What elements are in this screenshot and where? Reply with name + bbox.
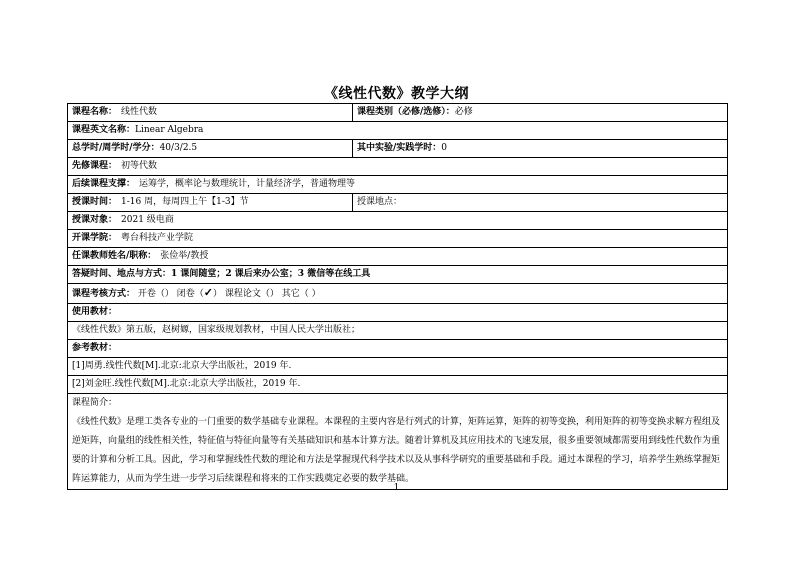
assessment-closed-book-prefix: 闭卷（ bbox=[176, 289, 204, 299]
row-ref1 bbox=[68, 358, 727, 376]
row-ref2 bbox=[68, 376, 727, 394]
row-teacher bbox=[68, 248, 727, 266]
following-value: 运筹学，概率论与数理统计，计量经济学，普通物理等 bbox=[139, 179, 356, 189]
course-type-label: 课程类别（必修/选修）： bbox=[357, 107, 455, 117]
row-qa bbox=[68, 266, 727, 284]
time-label: 授课时间： bbox=[72, 197, 118, 207]
syllabus-table bbox=[67, 103, 728, 490]
row-course-name bbox=[68, 104, 727, 122]
row-intro bbox=[68, 394, 727, 489]
course-name-label: 课程名称： bbox=[72, 107, 118, 117]
intro-label: 课程简介： bbox=[72, 398, 118, 408]
assessment-open-book: 开卷（） bbox=[137, 289, 174, 299]
check-icon: ✓ bbox=[203, 286, 214, 299]
college-label: 开课学院： bbox=[72, 233, 118, 243]
intro-text: 《线性代数》是理工类各专业的一门重要的数学基础专业课程。本课程的主要内容是行列式的计算，矩阵运算，矩阵的初等变换，利用矩阵的初等变换求解方程组及逆矩阵，向量组的线性相关性，特征值与特征向量等有关基础知识和基本计算方法。随着计算机及其应用技术的飞速发展，很多重要领域都需要用到线性代数作为重要的计算和分析工具。因此，学习和掌握线性代数的理论和方法是掌握现代科学技术以及从事科学研究的重要基础和手段。通过本课程的学习，培养学生熟练掌握矩阵运算能力，从而为学生进一步学习后续课程和将来的工作实践奠定必要的数学基础。 bbox=[72, 417, 721, 484]
english-name-value: Linear Algebra bbox=[135, 125, 204, 135]
assessment-closed-book-suffix: ） bbox=[213, 289, 223, 299]
hours-value: 40/3/2.5 bbox=[159, 143, 198, 153]
time-value: 1-16 周，每周四上午【1-3】节 bbox=[121, 197, 249, 207]
row-prerequisite bbox=[68, 158, 727, 176]
audience-label: 授课对象： bbox=[72, 215, 118, 225]
textbook-value: 《线性代数》第五版，赵树嫄，国家级规划教材，中国人民大学出版社； bbox=[72, 325, 361, 335]
following-label: 后续课程支撑： bbox=[72, 179, 136, 189]
qa-label: 答疑时间、地点与方式： bbox=[72, 269, 172, 279]
audience-value: 2021 级电商 bbox=[121, 215, 174, 225]
row-hours bbox=[68, 140, 727, 158]
lab-hours-value: 0 bbox=[441, 143, 448, 153]
qa-value: 1 课间随堂；2 课后来办公室；3 微信等在线工具 bbox=[171, 269, 371, 279]
prerequisite-value: 初等代数 bbox=[121, 161, 158, 171]
prerequisite-label: 先修课程： bbox=[72, 161, 118, 171]
hours-label: 总学时/周学时/学分： bbox=[72, 143, 160, 153]
teacher-label: 任课教师姓名/职称： bbox=[72, 251, 157, 261]
row-audience bbox=[68, 212, 727, 230]
document-title: 《线性代数》教学大纲 bbox=[324, 86, 469, 102]
row-college bbox=[68, 230, 727, 248]
assessment-label: 课程考核方式： bbox=[72, 289, 136, 299]
row-reference-label bbox=[68, 340, 727, 358]
row-english-name bbox=[68, 122, 727, 140]
teacher-value: 张俭举/教授 bbox=[160, 251, 209, 261]
row-time bbox=[68, 194, 727, 212]
lab-hours-label: 其中实验/实践学时： bbox=[357, 143, 442, 153]
place-label: 授课地点： bbox=[357, 197, 403, 207]
english-name-label: 课程英文名称： bbox=[72, 125, 136, 135]
row-textbook-label bbox=[68, 304, 727, 322]
row-following bbox=[68, 176, 727, 194]
course-type-value: 必修 bbox=[454, 107, 473, 117]
row-assessment bbox=[68, 284, 727, 304]
textbook-label: 使用教材： bbox=[72, 307, 118, 317]
row-textbook bbox=[68, 322, 727, 340]
page-number: 1 bbox=[393, 483, 400, 493]
reference-label: 参考教材： bbox=[72, 343, 118, 353]
reference-1: [1]周勇.线性代数[M].北京:北京大学出版社，2019 年. bbox=[72, 361, 292, 371]
assessment-paper: 课程论文（） bbox=[224, 289, 279, 299]
college-value: 粤台科技产业学院 bbox=[121, 233, 194, 243]
course-name-value: 线性代数 bbox=[121, 107, 158, 117]
assessment-other: 其它（ ） bbox=[281, 289, 321, 299]
reference-2: [2]刘金旺.线性代数[M].北京:北京大学出版社，2019 年. bbox=[72, 379, 301, 389]
